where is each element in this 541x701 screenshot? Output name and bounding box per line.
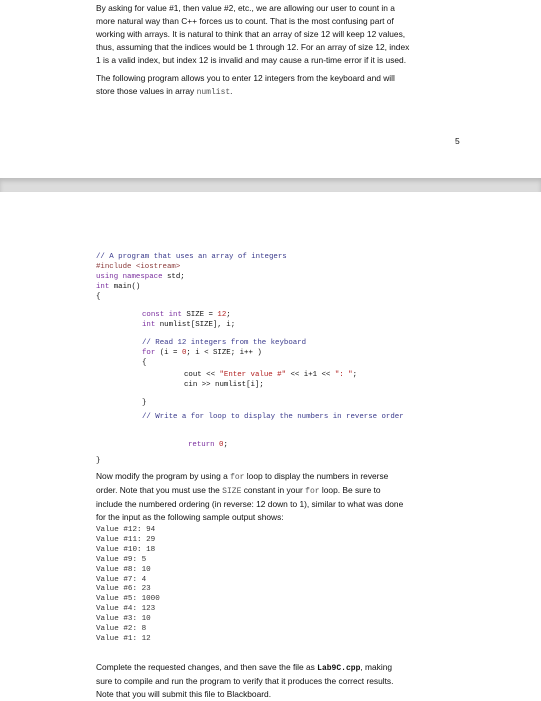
- paragraph-text: store those values in array: [96, 86, 197, 96]
- code-keyword: int: [96, 283, 110, 291]
- paragraph-line: The following program allows you to enter 12 integers from the keyboard and will: [96, 73, 395, 83]
- code-brace: {: [96, 293, 101, 301]
- code-text: cout <<: [184, 371, 220, 379]
- code-line: [142, 310, 231, 320]
- page-number: 5: [455, 136, 460, 146]
- code-comment: // A program that uses an array of integers: [96, 253, 287, 261]
- output-line: Value #1: 12: [96, 634, 151, 643]
- output-line: Value #7: 4: [96, 575, 147, 584]
- code-text: main(): [109, 283, 141, 291]
- code-text: ;: [352, 371, 357, 379]
- paragraph-line: By asking for value #1, then value #2, etc., we are allowing our user to count in a: [96, 3, 395, 13]
- paragraph-text: loop. Be sure to: [319, 485, 381, 495]
- code-line: cin >> numlist[i];: [184, 381, 264, 389]
- output-line: Value #5: 1000: [96, 595, 160, 604]
- code-keyword: for: [142, 349, 156, 357]
- code-line: [96, 272, 185, 282]
- paragraph-text: , making: [360, 662, 393, 672]
- paragraph-line: for the input as the following sample output shows:: [96, 512, 284, 522]
- code-text: ;: [226, 311, 231, 319]
- paragraph-line: 1 is a valid index, but index 12 is invalid and may cause a run-time error if it is used.: [96, 55, 407, 65]
- code-keyword: const int: [142, 311, 182, 319]
- final-instructions-paragraph: [96, 661, 466, 701]
- paragraph-text: .: [230, 86, 233, 96]
- code-text: SIZE =: [181, 311, 218, 319]
- code-line: [142, 320, 235, 330]
- page-separator: [0, 178, 541, 192]
- code-text: numlist[SIZE], i;: [155, 321, 236, 329]
- output-line: Value #8: 10: [96, 565, 151, 574]
- output-line: Value #4: 123: [96, 605, 156, 614]
- code-text: << i+1 <<: [286, 371, 335, 379]
- code-line: [184, 370, 357, 380]
- code-number: 0: [181, 349, 187, 357]
- document-page-bottom: [0, 192, 541, 700]
- paragraph-line: more natural way than C++ forces us to count. That is the most confusing part of: [96, 16, 394, 26]
- code-brace: {: [142, 359, 147, 367]
- output-line: Value #10: 18: [96, 545, 156, 554]
- code-brace: }: [96, 457, 101, 465]
- intro-paragraph: [96, 2, 466, 67]
- output-line: Value #6: 23: [96, 585, 151, 594]
- output-line: Value #11: 29: [96, 535, 156, 544]
- output-line: Value #2: 8: [96, 625, 147, 634]
- code-text: ; i < SIZE; i++ ): [186, 349, 262, 357]
- paragraph-line: Note that you will submit this file to Blackboard.: [96, 689, 272, 699]
- code-include: #include <iostream>: [96, 263, 181, 271]
- paragraph-text: Now modify the program by using a: [96, 471, 231, 481]
- paragraph-line: [96, 85, 466, 99]
- sample-output-block: [96, 526, 160, 645]
- code-text: std;: [162, 273, 185, 281]
- code-string: "Enter value #": [219, 371, 287, 379]
- code-text: (i =: [155, 349, 182, 357]
- output-line: Value #9: 5: [96, 555, 147, 564]
- paragraph-text: loop to display the numbers in reverse: [244, 471, 389, 481]
- paragraph-text: order. Note that you must use the: [96, 485, 223, 495]
- paragraph-text: constant in your: [241, 485, 306, 495]
- code-keyword: return: [188, 441, 215, 449]
- document-page-top: [0, 0, 541, 178]
- code-number: 12: [217, 311, 227, 319]
- code-line: [96, 282, 140, 292]
- paragraph-line: thus, assuming that the indices would be 1 through 12. For an array of size 12, index: [96, 42, 410, 52]
- inline-code: for: [305, 487, 320, 496]
- paragraph-line: working with arrays. It is natural to think that an array of size 12 will keep 12 values,: [96, 29, 406, 39]
- code-keyword: int: [142, 321, 156, 329]
- paragraph-line: [96, 470, 466, 484]
- filename: Lab9C.cpp: [317, 664, 361, 673]
- paragraph-line: sure to compile and run the program to verify that it produces the correct results.: [96, 676, 394, 686]
- code-text: ;: [223, 441, 228, 449]
- code-line: [188, 440, 228, 450]
- code-string: ": ": [334, 371, 353, 379]
- code-number: 0: [214, 441, 224, 449]
- output-line: Value #3: 10: [96, 615, 151, 624]
- inline-code: for: [230, 473, 245, 482]
- code-keyword: using namespace: [96, 273, 163, 281]
- program-description-paragraph: [96, 72, 466, 99]
- output-line: Value #12: 94: [96, 526, 156, 534]
- paragraph-line: [96, 484, 466, 498]
- code-brace: }: [142, 399, 147, 407]
- modify-instructions-paragraph: [96, 470, 466, 524]
- paragraph-line: [96, 661, 466, 675]
- code-line: [142, 348, 262, 358]
- code-comment: // Read 12 integers from the keyboard: [142, 339, 307, 347]
- code-comment: // Write a for loop to display the numbers in reverse order: [142, 413, 404, 421]
- paragraph-line: include the numbered ordering (in reverse: 12 down to 1), similar to what was done: [96, 499, 404, 509]
- inline-code: numlist: [196, 88, 231, 97]
- paragraph-text: Complete the requested changes, and then save the file as: [96, 662, 318, 672]
- inline-code: SIZE: [222, 487, 242, 496]
